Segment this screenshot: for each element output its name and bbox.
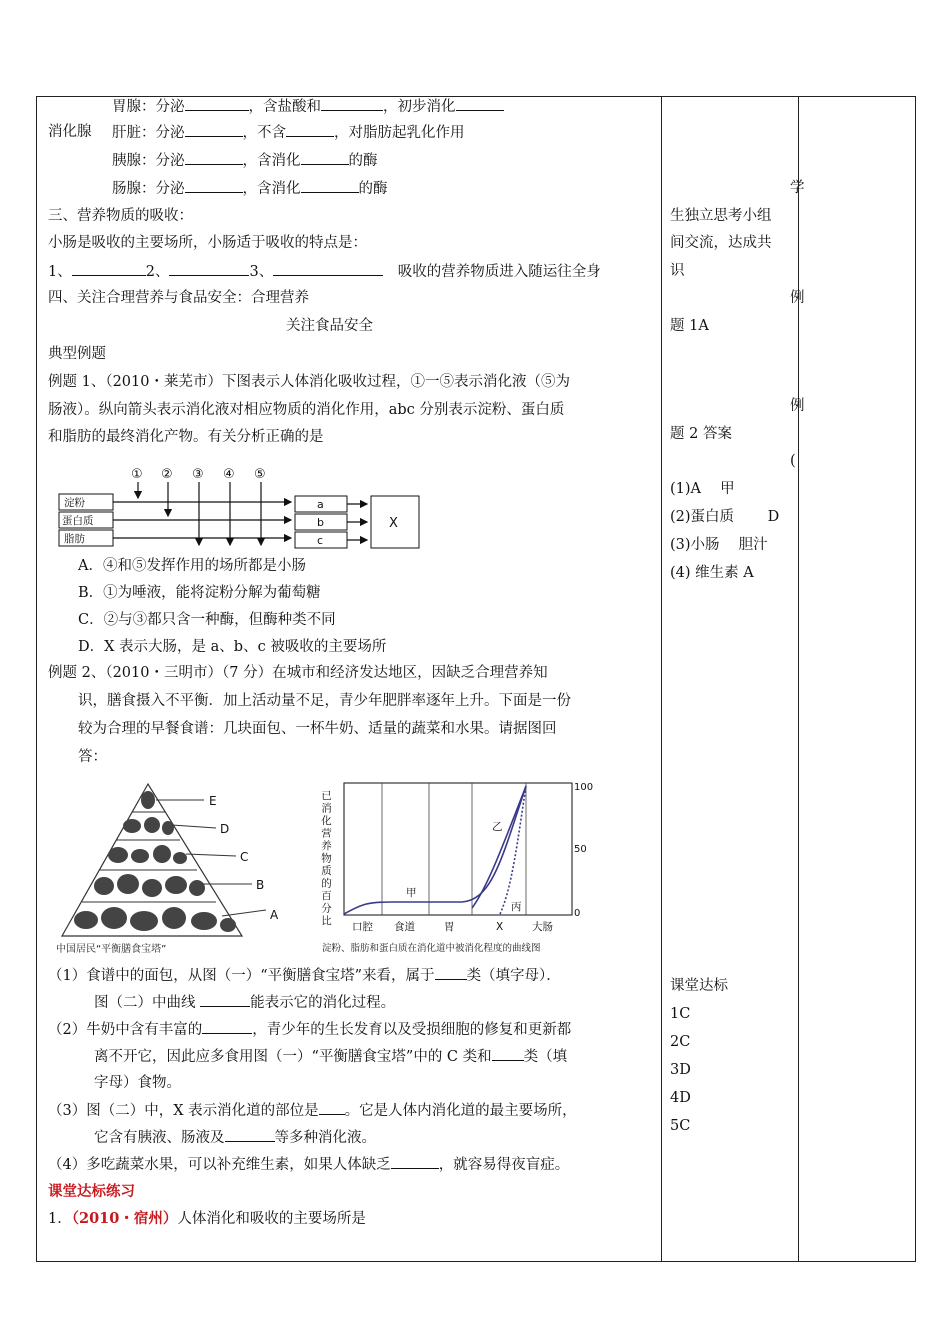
note-line3: 识 [670, 263, 685, 279]
y-tick-0: 0 [574, 908, 581, 919]
note-li2b: 题 2 答案 [670, 426, 732, 442]
target-answer-4: 4D [670, 1090, 691, 1106]
product-a: a [317, 498, 324, 511]
pyramid-level-e: E [209, 794, 217, 808]
chart-ylabel: 已消化营养物质的百分比 [320, 790, 332, 928]
x-label-x: X [496, 921, 504, 933]
juice-circle-4: ④ [223, 467, 235, 482]
question-2c: 字母）食物。 [94, 1075, 181, 1091]
question-1a: （1）食谱中的面包，从图（一）“平衡膳食宝塔”来看，属于 类（填字母）． [48, 965, 561, 986]
example2-line1: 例题 2、（2010・三明市）（7 分）在城市和经济发达地区，因缺乏合理营养知 [48, 665, 548, 681]
option-a: A．④和⑤发挥作用的场所都是小肠 [78, 558, 306, 574]
question-4: （4）多吃蔬菜水果，可以补充维生素，如果人体缺乏 ，就容易得夜盲症。 [48, 1154, 569, 1175]
column-divider [798, 96, 799, 1262]
juice-circle-2: ② [161, 467, 173, 482]
x-label-stomach: 胃 [444, 921, 455, 933]
note-line2: 间交流，达成共 [670, 235, 772, 251]
curve-yi [472, 786, 526, 908]
section3-blanks: 1、 2、 3、 吸收的营养物质进入随运往全身 [48, 261, 601, 282]
example1-line2: 肠液）。纵向箭头表示消化液对相应物质的消化作用，abc 分别表示淀粉、蛋白质 [48, 402, 565, 418]
juice-circle-1: ① [131, 467, 143, 482]
examples-heading: 典型例题 [48, 346, 106, 362]
liver-line: 肝脏：分泌 ，不含 ，对脂肪起乳化作用 [112, 122, 465, 143]
x-label-mouth: 口腔 [352, 921, 373, 933]
stomach-gland-line: 胃腺：分泌 ，含盐酸和 ，初步消化 [112, 96, 504, 117]
y-tick-50: 50 [574, 844, 587, 855]
section4-sub: 关注食品安全 [286, 318, 373, 334]
section4-heading: 四、关注合理营养与食品安全：合理营养 [48, 290, 309, 306]
option-c: C．②与③都只含一种酶，但酶种类不同 [78, 612, 336, 628]
question-3b: 它含有胰液、肠液及 等多种消化液。 [94, 1127, 376, 1148]
target-answer-2: 2C [670, 1034, 691, 1050]
target-answer-1: 1C [670, 1006, 691, 1022]
note-li2: 例 [790, 398, 805, 414]
question-2b: 离不开它，因此应多食用图（一）“平衡膳食宝塔”中的 C 类和 类（填 [94, 1046, 567, 1067]
example2-line3: 较为合理的早餐食谱：几块面包、一杯牛奶、适量的蔬菜和水果。请据图回 [78, 721, 557, 737]
example1-line1: 例题 1、（2010・莱芜市）下图表示人体消化吸收过程，①一⑤表示消化液（⑤为 [48, 374, 570, 390]
curve-label-jia: 甲 [406, 887, 417, 899]
option-b: B．①为唾液，能将淀粉分解为葡萄糖 [78, 585, 321, 601]
pyramid-level-a: A [270, 908, 279, 922]
pyramid-level-b: B [256, 878, 265, 892]
option-d: D．X 表示大肠，是 a、b、c 被吸收的主要场所 [78, 639, 387, 655]
target-answer-3: 3D [670, 1062, 691, 1078]
x-label-esophagus: 食道 [394, 921, 415, 933]
answer-3: (3)小肠 胆汁 [670, 537, 768, 553]
curve-jia [344, 786, 526, 914]
answer-4: (4) 维生素 A [670, 565, 754, 581]
x-label-large-intestine: 大肠 [532, 921, 553, 933]
note-li1: 例 [790, 290, 805, 306]
pyramid-caption: 中国居民“平衡膳食宝塔” [56, 944, 167, 955]
question-3a: （3）图（二）中，X 表示消化道的部位是 。它是人体内消化道的最主要场所， [48, 1100, 577, 1121]
practice-question-1: 1．（2010・宿州）人体消化和吸收的主要场所是 [48, 1210, 366, 1227]
product-c: c [317, 534, 324, 547]
row-fat: 脂肪 [64, 533, 85, 545]
glands-label: 消化腺 [48, 124, 92, 140]
example2-line2: 识，膳食摄入不平衡．加上活动量不足，青少年肥胖率逐年上升。下面是一份 [78, 693, 571, 709]
pyramid-level-c: C [240, 850, 249, 864]
y-tick-100: 100 [574, 782, 594, 793]
question-1b: 图（二）中曲线 能表示它的消化过程。 [94, 992, 395, 1013]
food-pyramid-figure [52, 778, 292, 958]
answer-1: (1)A 甲 [670, 481, 735, 497]
juice-circle-5: ⑤ [254, 467, 266, 482]
digestion-flow-diagram [55, 460, 425, 552]
section3-heading: 三、营养物质的吸收： [48, 208, 193, 224]
column-divider [661, 96, 662, 1262]
practice-heading: 课堂达标练习 [48, 1183, 135, 1200]
pyramid-level-d: D [220, 822, 230, 836]
pancreas-line: 胰腺：分泌 ，含消化 的酶 [112, 150, 378, 171]
intestine-gland-line: 肠腺：分泌 ，含消化 的酶 [112, 178, 388, 199]
target-x: X [389, 516, 398, 531]
example1-line3: 和脂肪的最终消化产物。有关分析正确的是 [48, 429, 324, 445]
row-protein: 蛋白质 [62, 515, 94, 527]
question-2a: （2）牛奶中含有丰富的 ，青少年的生长发育以及受损细胞的修复和更新都 [48, 1019, 571, 1040]
product-b: b [317, 516, 324, 529]
curve-label-bing: 丙 [511, 901, 522, 913]
answer-2: (2)蛋白质 D [670, 509, 780, 525]
note-paren: ( [790, 453, 796, 469]
juice-circle-3: ③ [192, 467, 204, 482]
note-line1: 生独立思考小组 [670, 208, 772, 224]
section3-line1: 小肠是吸收的主要场所，小肠适于吸收的特点是： [48, 235, 367, 251]
target-answer-5: 5C [670, 1118, 691, 1134]
note-xue: 学 [790, 180, 805, 196]
target-heading: 课堂达标 [670, 978, 728, 994]
digestion-curve-chart [322, 778, 597, 958]
note-li1b: 题 1A [670, 318, 709, 334]
chart-caption: 淀粉、脂肪和蛋白质在消化道中被消化程度的曲线图 [322, 943, 541, 954]
example2-line4: 答： [78, 749, 107, 765]
row-starch: 淀粉 [64, 497, 85, 509]
curve-label-yi: 乙 [492, 821, 503, 833]
